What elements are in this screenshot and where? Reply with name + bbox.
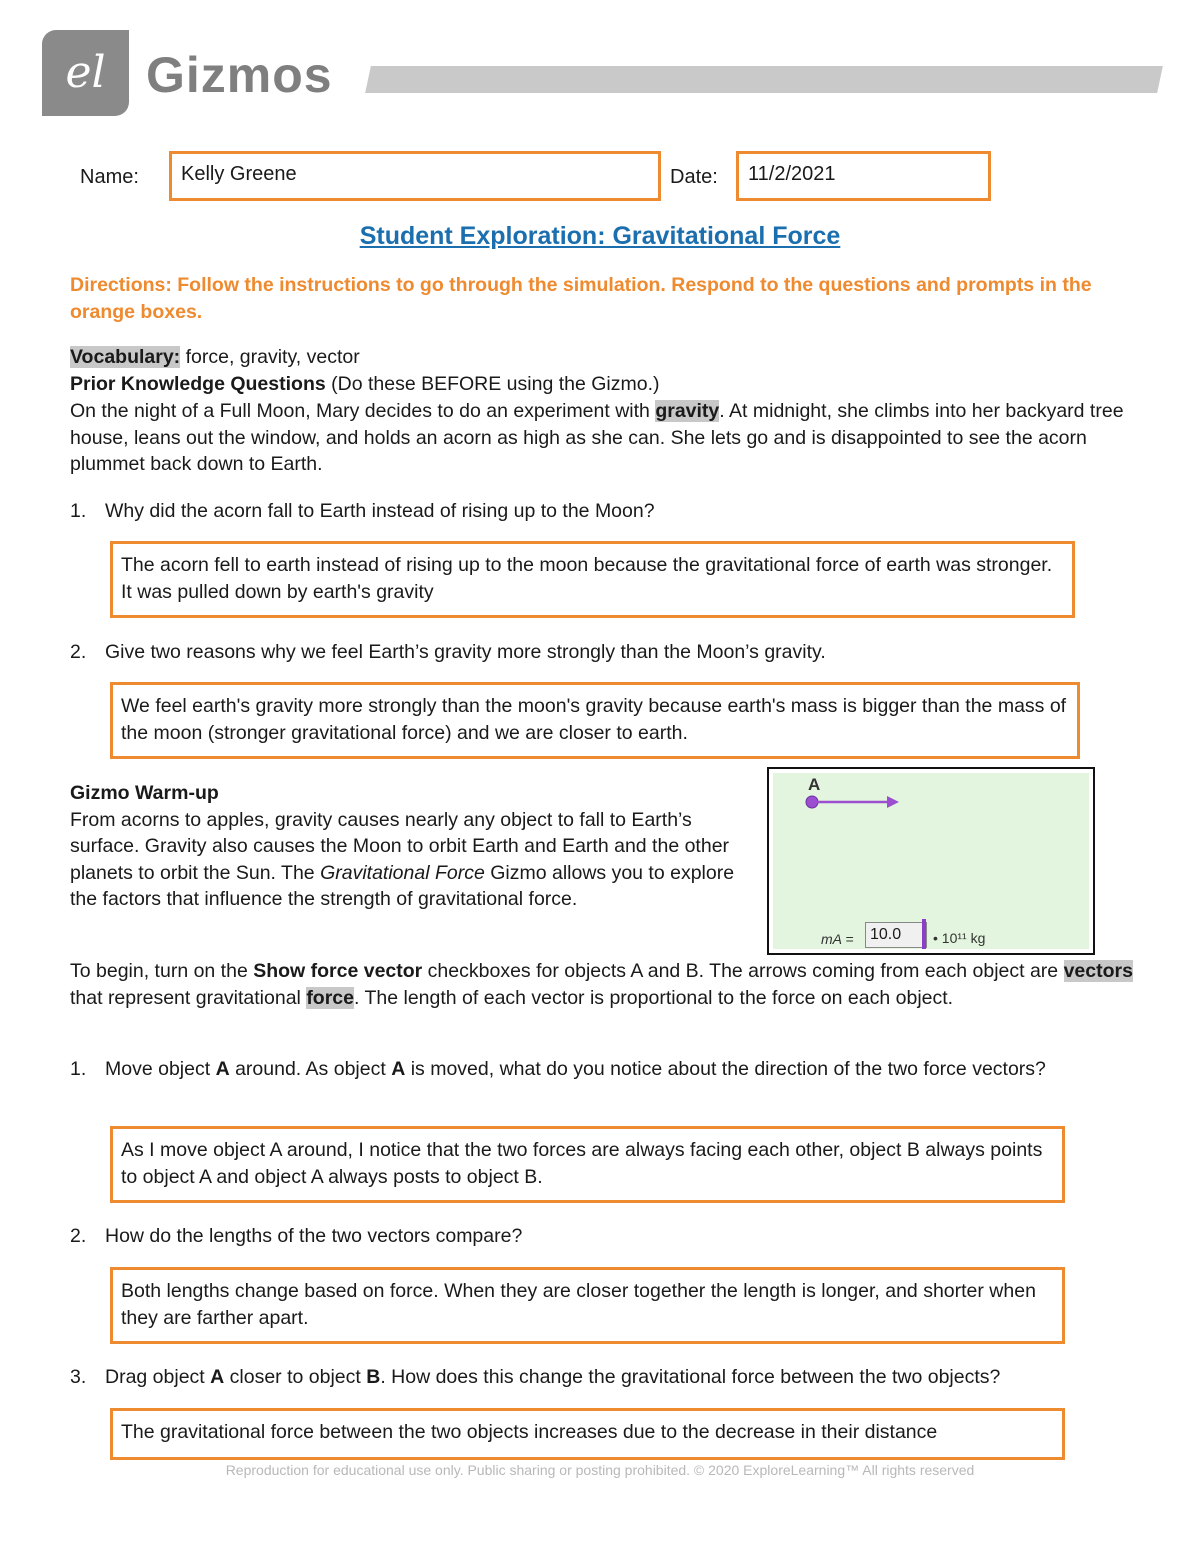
- logo-icon: [42, 30, 129, 116]
- warmup-gizmo-name: Gravitational Force: [320, 861, 485, 884]
- name-field[interactable]: Kelly Greene: [169, 151, 661, 201]
- force-vector-arrow: [803, 791, 903, 813]
- gizmo-screenshot: [767, 767, 1095, 955]
- date-field[interactable]: 11/2/2021: [736, 151, 991, 201]
- begin-text-3: that represent gravitational: [70, 986, 307, 1009]
- answer-box-prior-1[interactable]: The acorn fell to earth instead of rising up to the moon because the gravitational force of earth was stronger. It was pulled down by earth's gravity: [110, 541, 1075, 618]
- question-text: How do the lengths of the two vectors compare?: [105, 1225, 523, 1247]
- date-label: Date:: [670, 166, 718, 188]
- warmup-heading: Gizmo Warm-up: [70, 782, 219, 804]
- answer-box-warmup-1[interactable]: As I move object A around, I notice that the two forces are always facing each other, object B always points to object A and object A always posts to object B.: [110, 1126, 1065, 1203]
- warmup-block: [70, 780, 750, 913]
- story-part-1: On the night of a Full Moon, Mary decides to do an experiment with: [70, 400, 656, 422]
- brand-name: Gizmos: [146, 47, 333, 103]
- begin-text-2: checkboxes for objects A and B. The arrows coming from each object are: [422, 960, 1064, 982]
- prior-story: [70, 398, 1132, 478]
- answer-box-prior-2[interactable]: We feel earth's gravity more strongly than the moon's gravity because earth's mass is bigger than the mass of the moon (stronger gravitational force) and we are closer to earth.: [110, 682, 1080, 759]
- vector-arrowhead: [887, 796, 899, 808]
- question-number: 2.: [70, 1225, 87, 1247]
- question-text: Drag object A closer to object B. How does this change the gravitational force between the two objects?: [105, 1366, 1001, 1388]
- vocabulary-terms: force, gravity, vector: [180, 346, 360, 368]
- prior-knowledge-heading-line: [70, 371, 1130, 398]
- begin-show-force-vector: Show force vector: [253, 960, 423, 982]
- mass-label: mA =: [821, 931, 854, 947]
- begin-text-1: To begin, turn on the: [70, 960, 254, 982]
- answer-box-warmup-2[interactable]: Both lengths change based on force. When they are closer together the length is longer, and shorter when they are farther apart.: [110, 1267, 1065, 1344]
- warmup-text-2: Gizmo allows you to explore the factors that influence the strength of gravitational force.: [70, 861, 735, 910]
- simulation-canvas: [773, 773, 1089, 949]
- question-number: 1.: [70, 1058, 87, 1080]
- begin-term-force: force: [306, 986, 354, 1009]
- page-title: Student Exploration: Gravitational Force: [359, 222, 841, 250]
- question-text: Give two reasons why we feel Earth’s gravity more strongly than the Moon’s gravity.: [105, 641, 826, 663]
- mass-slider-handle[interactable]: [922, 919, 926, 949]
- question-number: 3.: [70, 1366, 87, 1388]
- warmup-text-1: From acorns to apples, gravity causes nearly any object to fall to Earth’s surface. Gravity also causes the Moon to orbit Earth and Earth and the other planets to orbit the Sun. The: [70, 808, 730, 884]
- vocabulary-label: Vocabulary:: [70, 346, 181, 368]
- name-label: Name:: [80, 166, 139, 188]
- directions-text: Directions: Follow the instructions to go through the simulation. Respond to the questions and prompts in the orange boxes.: [70, 274, 1092, 323]
- prior-knowledge-heading: Prior Knowledge Questions: [70, 373, 326, 395]
- prior-knowledge-note: (Do these BEFORE using the Gizmo.): [325, 373, 660, 395]
- answer-box-warmup-3[interactable]: The gravitational force between the two objects increases due to the decrease in their distance: [110, 1408, 1065, 1460]
- mass-input[interactable]: 10.0: [865, 922, 927, 948]
- begin-term-vectors: vectors: [1063, 960, 1133, 982]
- begin-text-4: . The length of each vector is proportional to the force on each object.: [354, 986, 954, 1009]
- header-bar: [365, 66, 1163, 93]
- warmup-paragraph: [70, 807, 750, 913]
- vocabulary-line: [70, 344, 1130, 371]
- footer-copyright: Reproduction for educational use only. Public sharing or posting prohibited. © 2020 ExploreLearning™ All rights reserved: [225, 1462, 975, 1478]
- mass-unit: • 10¹¹ kg: [933, 930, 986, 946]
- logo-mark: el: [65, 47, 106, 98]
- question-number: 2.: [70, 641, 87, 663]
- story-part-2: . At midnight, she climbs into her backyard tree house, leans out the window, and holds an acorn as high as she can. She lets go and is disappointed to see the acorn plummet back down to Earth.: [70, 400, 1124, 475]
- question-text: Why did the acorn fall to Earth instead of rising up to the Moon?: [105, 500, 655, 522]
- object-a-label: A: [808, 775, 821, 794]
- begin-paragraph: [70, 958, 1138, 1011]
- question-number: 1.: [70, 500, 87, 522]
- story-term-gravity: gravity: [655, 400, 720, 422]
- question-text: Move object A around. As object A is moved, what do you notice about the direction of the two force vectors?: [105, 1058, 1046, 1080]
